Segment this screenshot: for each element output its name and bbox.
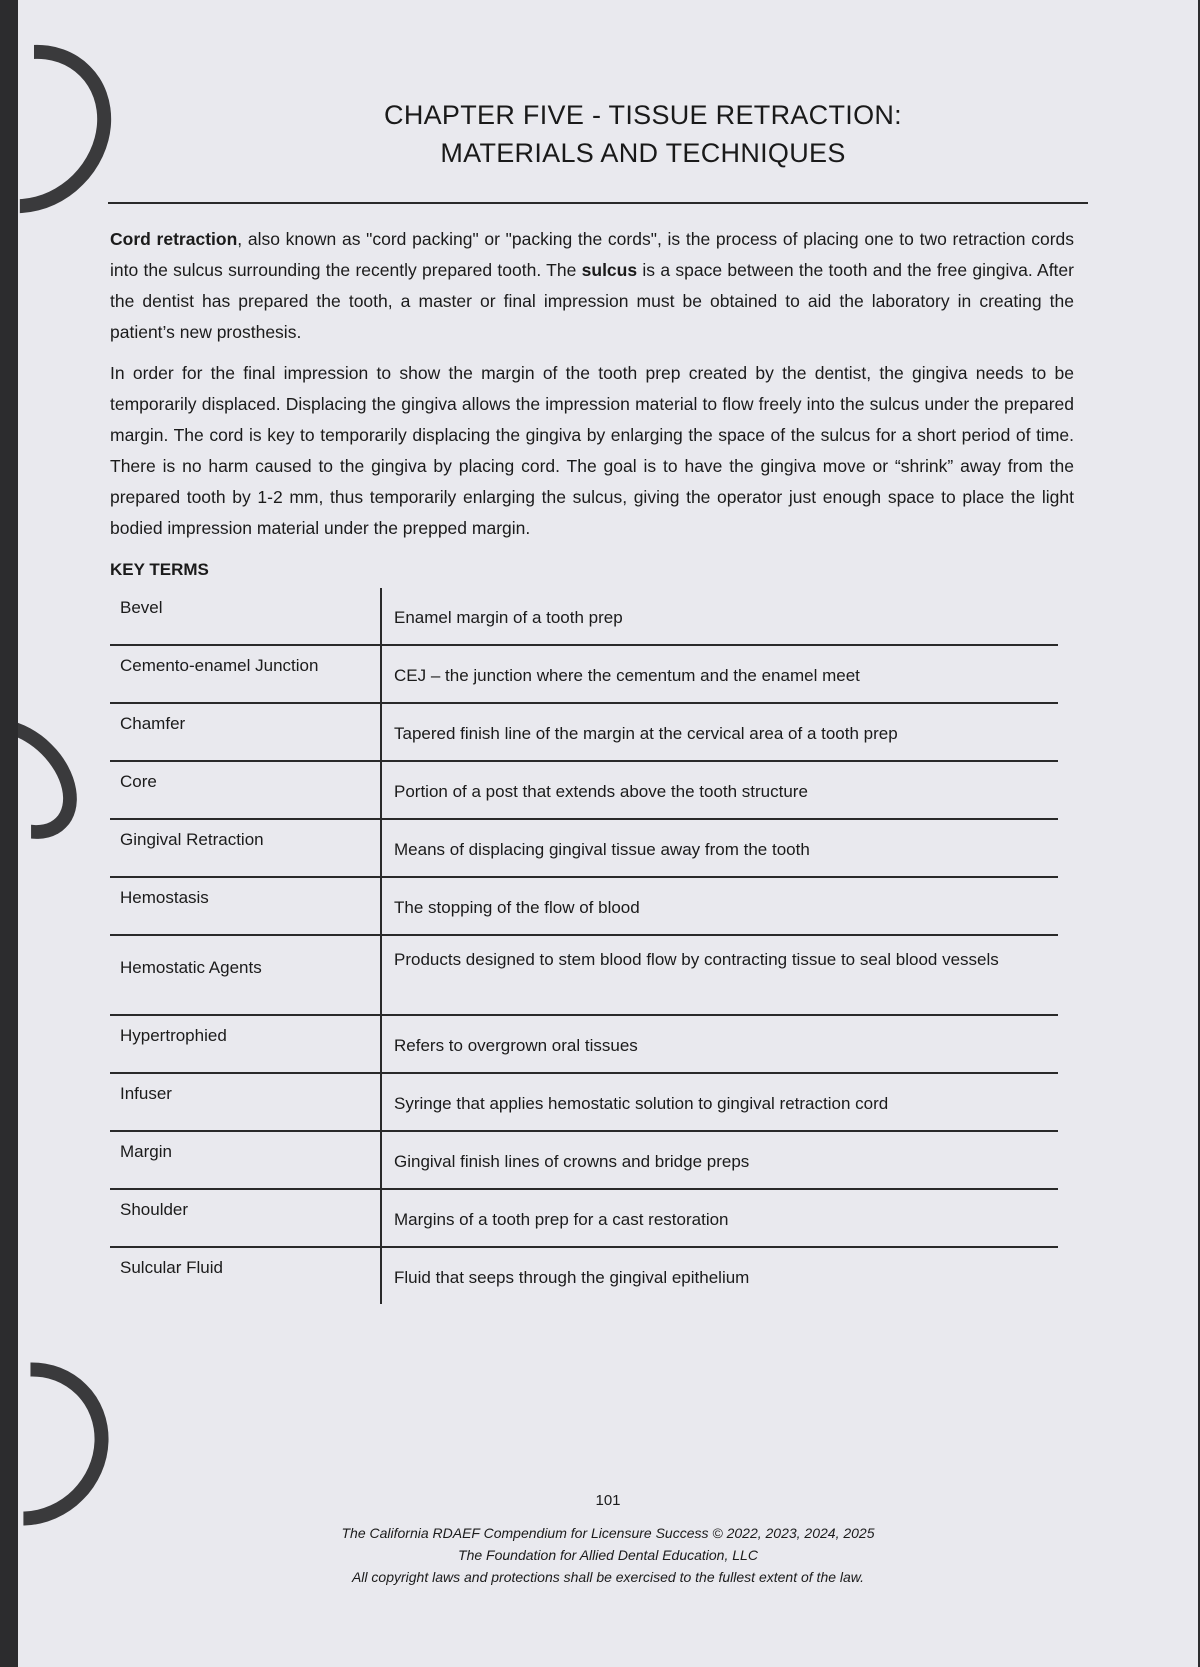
term-cell: Shoulder [120,1200,189,1219]
term-cell: Core [120,772,157,791]
term-cell: Hypertrophied [120,1026,227,1045]
term-cell: Hemostatic Agents [120,958,262,977]
term-sulcus: sulcus [581,260,638,280]
table-row [110,1014,1058,1072]
table-row [110,760,1058,818]
binder-ring-middle [18,696,100,863]
intro-paragraph-1 [110,224,1074,348]
definition-cell: Enamel margin of a tooth prep [380,588,1058,644]
definition-cell: Syringe that applies hemostatic solution to gingival retraction cord [380,1074,1058,1130]
definition-cell: Refers to overgrown oral tissues [380,1016,1058,1072]
chapter-title [18,96,1198,172]
definition-cell: The stopping of the flow of blood [380,878,1058,934]
table-row [110,588,1058,644]
definition-cell: Tapered finish line of the margin at the cervical area of a tooth prep [380,704,1058,760]
definition-cell: Products designed to stem blood flow by contracting tissue to seal blood vessels [380,936,1058,1014]
term-cord-retraction: Cord retraction [110,229,238,249]
term-cell: Cemento-enamel Junction [120,656,319,675]
definition-cell: Means of displacing gingival tissue away from the tooth [380,820,1058,876]
chapter-title-line2: MATERIALS AND TECHNIQUES [440,138,846,168]
definition-cell: Fluid that seeps through the gingival epithelium [380,1248,1058,1304]
table-row [110,644,1058,702]
chapter-title-line1: CHAPTER FIVE - TISSUE RETRACTION: [384,100,902,130]
definition-cell: Margins of a tooth prep for a cast restoration [380,1190,1058,1246]
table-row [110,1130,1058,1188]
term-cell: Gingival Retraction [120,830,264,849]
intro-text [110,224,1074,554]
table-row [110,702,1058,760]
term-cell: Bevel [120,598,163,617]
intro-paragraph-2: In order for the final impression to show the margin of the tooth prep created by the dentist, the gingiva needs to be temporarily displaced. Displacing the gingiva allows the impression material to flow freely into the sulcus under the prepared margin. The cord is key to temporarily displacing the gingiva by enlarging the space of the sulcus for a short period of time. There is no harm caused to the gingiva by placing cord. The goal is to have the gingiva move or “shrink” away from the prepared tooth by 1-2 mm, thus temporarily enlarging the sulcus, giving the operator just enough space to place the light bodied impression material under the prepped margin. [110,363,1074,538]
table-row [110,818,1058,876]
term-cell: Hemostasis [120,888,209,907]
intro-p1-text-a: , also known as "cord packing" or "packing the cords", is the process of placing one to two retraction cords into the sulcus surrounding the recently prepared tooth. The [110,229,1075,280]
table-row [110,1246,1058,1304]
table-row [110,1188,1058,1246]
title-divider [108,202,1088,204]
footer-line-1: The California RDAEF Compendium for Licensure Success © 2022, 2023, 2024, 2025 [341,1525,875,1541]
term-cell: Chamfer [120,714,186,733]
term-cell: Margin [120,1142,172,1161]
page-number: 101 [595,1492,621,1509]
intro-p1-text-b: is a space between the tooth and the free gingiva. After the dentist has prepared the tooth, a master or final impression must be obtained to aid the laboratory in creating the patient’s new prosthesis. [110,260,1074,342]
term-cell: Sulcular Fluid [120,1258,223,1277]
table-row [110,1072,1058,1130]
definition-cell: CEJ – the junction where the cementum and the enamel meet [380,646,1058,702]
footer-line-2: The Foundation for Allied Dental Education, LLC [458,1547,758,1563]
term-cell: Infuser [120,1084,172,1103]
key-terms-heading: KEY TERMS [110,560,209,579]
table-row [110,876,1058,934]
footer-line-3: All copyright laws and protections shall be exercised to the fullest extent of the law. [351,1569,865,1585]
definition-cell: Gingival finish lines of crowns and bridge preps [380,1132,1058,1188]
document-page [18,0,1198,1667]
table-row [110,934,1058,1014]
key-terms-table [110,588,1058,1304]
definition-cell: Portion of a post that extends above the tooth structure [380,762,1058,818]
copyright-footer [18,1522,1198,1588]
